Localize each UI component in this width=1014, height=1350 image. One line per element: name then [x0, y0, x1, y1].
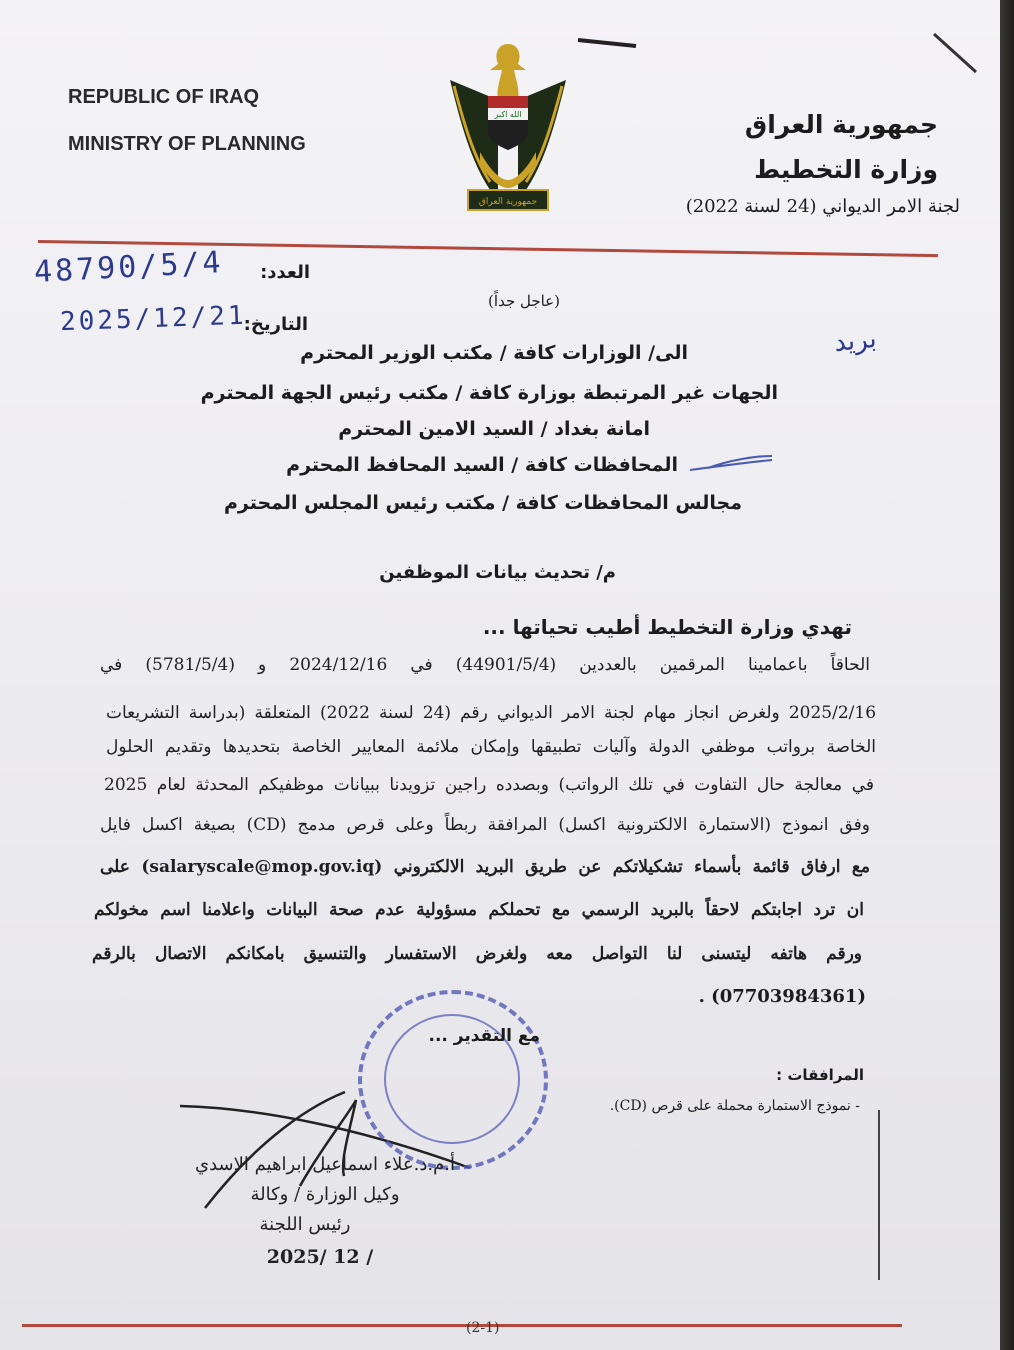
- iraq-eagle-emblem-icon: [440, 40, 576, 216]
- subject-line: م/ تحديث بيانات الموظفين: [379, 562, 616, 583]
- official-stamp: [358, 990, 548, 1170]
- body-line-1: الحاقاً باعمامينا المرقمين بالعددين (44901/5/4) في 2024/12/16 و (5781/5/4) في: [100, 655, 870, 675]
- ministry-label-en: MINISTRY OF PLANNING: [68, 133, 306, 155]
- page-number: (2-1): [466, 1320, 500, 1336]
- republic-label-en: REPUBLIC OF IRAQ: [68, 86, 260, 108]
- signatory-title-2: رئيس اللجنة: [259, 1214, 351, 1235]
- svg-text:الله اكبر: الله اكبر: [494, 110, 522, 119]
- greeting-line: تهدي وزارة التخطيط أطيب تحياتها ...: [482, 615, 852, 639]
- signatory-title-1: وكيل الوزارة / وكالة: [250, 1184, 400, 1205]
- body-line-6: مع ارفاق قائمة بأسماء تشكيلاتكم عن طريق البريد الالكتروني (salaryscale@mop.gov.iq) على: [100, 857, 871, 877]
- number-label: العدد:: [260, 262, 310, 283]
- date-label: التاريخ:: [243, 314, 308, 335]
- body-line-8: ورقم هاتفه ليتسنى لنا التواصل معه ولغرض الاستفسار والتنسيق بامكانكم الاتصال بالرقم: [92, 944, 862, 964]
- phone-line: (07703984361) .: [698, 986, 866, 1007]
- margin-line: [878, 1110, 880, 1280]
- attachment-item: - نموذج الاستمارة محملة على قرص (CD).: [609, 1098, 860, 1114]
- body-line-3: الخاصة برواتب موظفي الدولة وآليات تطبيقها وإمكان ملائمة المعايير الخاصة بتحديدها وتقديم الحلول: [106, 737, 876, 757]
- number-value: 48790/5/4: [33, 245, 225, 290]
- svg-text:جمهورية العراق: جمهورية العراق: [478, 197, 538, 207]
- recipient-line-3: امانة بغداد / السيد الامين المحترم: [338, 418, 650, 440]
- recipient-line-1: الى/ الوزارات كافة / مكتب الوزير المحترم: [300, 342, 688, 364]
- body-line-5: وفق انموذج (الاستمارة الالكترونية اكسل) المرافقة ربطاً وعلى قرص مدمج (CD) بصيغة اكسل فايل: [100, 815, 871, 835]
- body-line-7: ان ترد اجابتكم لاحقاً بالبريد الرسمي مع تحملكم مسؤولية عدم صحة البيانات واعلامنا اسم مخولكم: [94, 900, 864, 920]
- recipient-line-5: مجالس المحافظات كافة / مكتب رئيس المجلس المحترم: [223, 492, 742, 514]
- urgency-label: (عاجل جداً): [488, 292, 560, 310]
- recipient-line-2: الجهات غير المرتبطة بوزارة كافة / مكتب رئيس الجهة المحترم: [200, 382, 778, 404]
- attachments-label: المرافقات :: [776, 1066, 864, 1084]
- republic-label-ar: جمهورية العراق: [744, 110, 938, 139]
- closing-line: مع التقدير ...: [428, 1026, 540, 1046]
- recipient-line-4: المحافظات كافة / السيد المحافظ المحترم: [286, 454, 678, 476]
- background-edge: [1000, 0, 1014, 1350]
- signature-date: 2025/ 12 /: [266, 1246, 374, 1268]
- footer-rule: [22, 1324, 902, 1327]
- signatory-name: أ.م.د.علاء اسماعيل ابراهيم الاسدي: [195, 1154, 455, 1175]
- committee-label-ar: لجنة الامر الديواني (24 لسنة 2022): [685, 196, 960, 217]
- date-value: 2025/12/21: [59, 300, 248, 338]
- body-line-2: 2025/2/16 ولغرض انجاز مهام لجنة الامر الديواني رقم (24 لسنة 2022) المتعلقة (بدراسة التشريعات: [106, 703, 877, 723]
- margin-note: بريد: [832, 323, 878, 359]
- body-line-4: في معالجة حال التفاوت في تلك الرواتب) وبصدده راجين تزويدنا ببيانات موظفيكم المحدثة لعام 2025: [104, 775, 874, 795]
- ministry-label-ar: وزارة التخطيط: [754, 155, 938, 184]
